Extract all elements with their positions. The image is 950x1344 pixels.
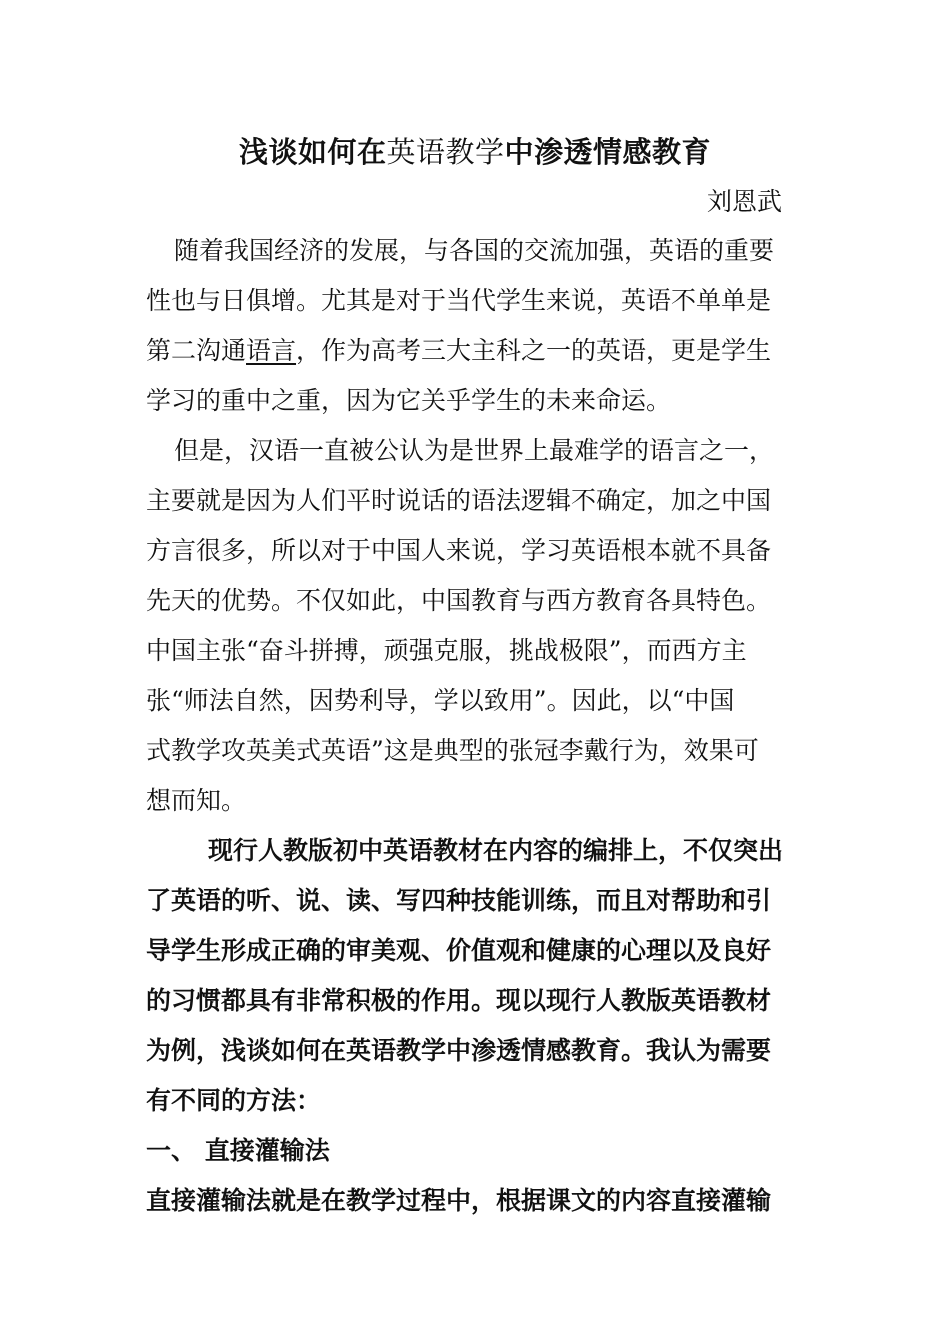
paragraph-1 xyxy=(146,226,796,426)
paragraph-2-line: 主要就是因为人们平时说话的语法逻辑不确定，加之中国 xyxy=(146,486,772,515)
paragraph-4 xyxy=(146,1176,796,1226)
paragraph-2-line: 想而知。 xyxy=(146,786,247,815)
paragraph-3-line: 了英语的听、说、读、写四种技能训练，而且对帮助和引 xyxy=(146,886,772,915)
title-part-3: 中渗透情感教育 xyxy=(504,135,712,169)
paragraph-2-line: 但是，汉语一直被公认为是世界上最难学的语言之一， xyxy=(174,436,775,465)
paragraph-1-line-3-a: 第二沟通 xyxy=(146,336,247,365)
paragraph-3-line: 有不同的方法： xyxy=(146,1086,322,1115)
document-title xyxy=(0,130,950,174)
paragraph-2 xyxy=(146,426,796,826)
paragraph-1-line-1: 随着我国经济的发展，与各国的交流加强，英语的重要 xyxy=(174,236,775,265)
paragraph-3 xyxy=(146,826,796,1126)
paragraph-4-line-1: 直接灌输法就是在教学过程中，根据课文的内容直接灌输 xyxy=(146,1186,772,1215)
paragraph-3-line: 为例，浅谈如何在英语教学中渗透情感教育。我认为需要 xyxy=(146,1036,772,1065)
title-part-1: 浅谈如何在 xyxy=(238,135,387,169)
paragraph-1-line-4: 学习的重中之重，因为它关乎学生的未来命运。 xyxy=(146,386,672,415)
paragraph-3-line: 现行人教版初中英语教材在内容的编排上，不仅突出 xyxy=(208,836,784,865)
paragraph-1-line-2: 性也与日俱增。尤其是对于当代学生来说，英语不单单是 xyxy=(146,286,772,315)
paragraph-2-line: 方言很多，所以对于中国人来说，学习英语根本就不具备 xyxy=(146,536,772,565)
title-part-2: 英语教学 xyxy=(386,135,505,169)
section-heading-1-text: 一、 直接灌输法 xyxy=(146,1136,330,1165)
underlined-link-language[interactable]: 语言 xyxy=(246,336,297,365)
paragraph-2-line: 中国主张“奋斗拼搏，顽强克服，挑战极限”，而西方主 xyxy=(146,636,747,665)
paragraph-2-line: 式教学攻英美式英语”这是典型的张冠李戴行为，效果可 xyxy=(146,736,759,765)
author-name: 刘恩武 xyxy=(706,187,782,216)
paragraph-1-line-3 xyxy=(146,326,796,376)
paragraph-3-line: 的习惯都具有非常积极的作用。现以现行人教版英语教材 xyxy=(146,986,772,1015)
paragraph-2-line: 先天的优势。不仅如此，中国教育与西方教育各具特色。 xyxy=(146,586,772,615)
paragraph-3-line: 导学生形成正确的审美观、价值观和健康的心理以及良好 xyxy=(146,936,772,965)
section-heading-1 xyxy=(146,1126,796,1176)
paragraph-1-line-3-b: ，作为高考三大主科之一的英语，更是学生 xyxy=(296,336,772,365)
paragraph-2-line: 张“师法自然，因势利导，学以致用”。因此，以“中国 xyxy=(146,686,735,715)
